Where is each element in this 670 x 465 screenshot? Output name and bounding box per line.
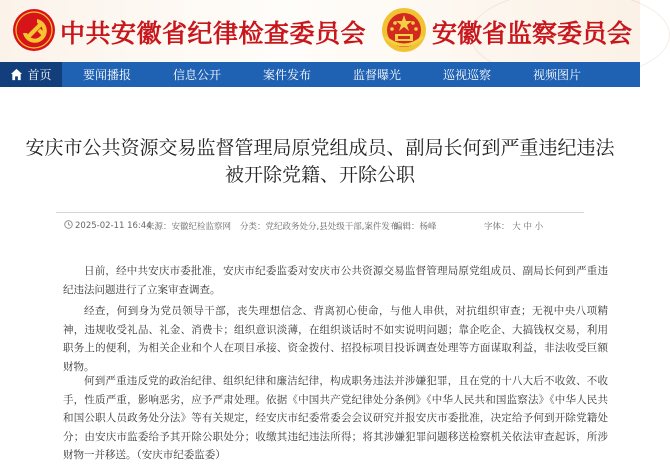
publish-time (64, 220, 152, 231)
home-icon (10, 68, 23, 81)
supervision-commission-title[interactable]: 安徽省监察委员会 (432, 19, 633, 48)
nav-item-label: 首页 (27, 68, 52, 82)
nav-item-label: 信息公开 (172, 68, 221, 82)
article-category (240, 220, 398, 232)
nav-item-label: 视频图片 (532, 68, 581, 82)
nav-item-label: 巡视巡察 (442, 68, 491, 82)
article-meta (64, 220, 584, 234)
article-paragraph: 日前，经中共安庆市委批准，安庆市纪委监委对安庆市公共资源交易监督管理局原党组成员、副局长何到严重违纪违法问题进行了立案审查调查。 (63, 265, 608, 296)
site-header (0, 0, 640, 62)
font-size-control (484, 220, 543, 232)
nav-item-video-pictures[interactable] (512, 62, 602, 87)
party-emblem-icon (12, 8, 56, 52)
main-nav (0, 62, 640, 87)
editor-value: 杨峰 (419, 222, 437, 232)
article-paragraph: 经查，何到身为党员领导干部，丧失理想信念、背离初心使命，与他人串供，对抗组织审查；无视中央八项精神，违规收受礼品、礼金、消费卡；组织意识淡薄，在组织谈话时不如实说明问题；靠企吃企、大搞钱权交易，利用职务上的便利，为相关企业和个人在项目承接、资金拨付、招投标项目投诉调查处理等方面谋取利益，非法收受巨额财物。 (63, 305, 608, 373)
nav-item-label: 监督曝光 (352, 68, 401, 82)
font-medium-button[interactable]: 中 (523, 222, 532, 232)
article-paragraph: 何到严重违反党的政治纪律、组织纪律和廉洁纪律，构成职务违法并涉嫌犯罪，且在党的十八大后不收敛、不收手，性质严重，影响恶劣，应予严肃处理。依据《中国共产党纪律处分条例》《中华人民共和国监察法》《中华人民共和国公职人员政务处分法》等有关规定，经安庆市纪委常委会会议研究并报安庆市委批准，决定给予何到开除党籍处分；由安庆市监委给予其开除公职处分；收缴其违纪违法所得；将其涉嫌犯罪问题移送检察机关依法审查起诉，所涉财物一并移送。（安庆市纪委监委） (63, 375, 608, 461)
nav-item-inspection[interactable] (422, 62, 512, 87)
editor-label: 编辑： (394, 222, 420, 232)
article-title: 安庆市公共资源交易监督管理局原党组成员、副局长何到严重违纪违法被开除党籍、开除公职 (25, 137, 615, 186)
nav-item-info-disclosure[interactable] (152, 62, 242, 87)
article-source (146, 220, 231, 232)
source-value: 安徽纪检监察网 (171, 222, 232, 232)
publish-date: 2025-02-11 16:44 (75, 221, 152, 231)
nav-item-exposure[interactable] (332, 62, 422, 87)
nav-item-label: 要闻播报 (82, 68, 131, 82)
clock-icon (64, 220, 73, 229)
font-large-button[interactable]: 大 (512, 222, 521, 232)
source-label: 来源： (146, 222, 172, 232)
category-value: 党纪政务处分,县处级干部,案件发布 (265, 222, 399, 232)
nav-item-label: 案件发布 (262, 68, 311, 82)
nav-item-home[interactable] (0, 62, 62, 87)
national-emblem-icon (381, 7, 427, 53)
font-small-button[interactable]: 小 (534, 222, 544, 232)
article-editor (394, 220, 437, 232)
meta-divider (56, 212, 584, 213)
nav-item-news[interactable] (62, 62, 152, 87)
font-size-label: 字体： (484, 222, 510, 232)
nav-item-case-release[interactable] (242, 62, 332, 87)
party-commission-title[interactable]: 中共安徽省纪律检查委员会 (60, 19, 367, 48)
category-label: 分类： (240, 222, 266, 232)
